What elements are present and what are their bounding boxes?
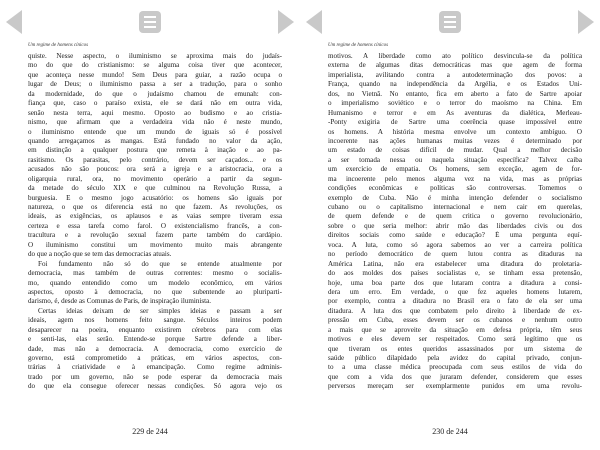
page-body-text xyxy=(28,52,282,392)
text-line: darismo, é, desde as Comunas de Paris, de inspiração iluminista. xyxy=(28,297,212,306)
text-line: -Ponty exigiria de Sartre uma coerência quase impossível entre xyxy=(328,118,582,127)
text-line: Humanismo e terror e em As aventuras da dialética, Merleau- xyxy=(328,108,582,117)
text-line: no período democrático de quem lutou contra as ditaduras na xyxy=(328,250,582,259)
page-number: 229 de 244 xyxy=(132,427,168,436)
text-line: lugar de Deus; o iluminismo passa a ser a tradução, para o sonho xyxy=(28,80,282,89)
text-line: a mais que se aproveite da situação em defesa própria, têm seus xyxy=(328,325,582,334)
text-line: governo, está comprometido a práticas, em vários aspectos, con- xyxy=(28,354,282,362)
text-line: certeza e essa tarefa como farol. O existencialismo francês, a con- xyxy=(28,221,282,230)
text-line: França, quando na independência da Argélia, e os Estados Uni- xyxy=(328,80,582,89)
text-line: exemplo de Cuba. Não é minha intenção defender o socialismo xyxy=(328,193,582,202)
text-line: mo, quando entendido como um modelo econômico, em vários xyxy=(28,278,282,287)
text-line: dera um erro. Em verdade, o que fez aqueles homens lutarem, xyxy=(328,287,582,296)
text-line: desaparecer na poeira, enquanto existirem cérebros para com elas xyxy=(28,325,282,334)
text-line: tracultura e a revolução sexual fazem parte também do cardápio. xyxy=(28,231,282,240)
text-line: um estado de coisas difícil de mudar. Qual a melhor decisão xyxy=(328,146,582,155)
text-line: do que ela consegue oferecer nessas condições. Só agora vejo os xyxy=(28,382,282,391)
text-line: burguesia. E o mesmo jogo acusatório: os homens são iguais por xyxy=(28,193,282,202)
text-line: a ser tomada nessa ou naquela situação específica? Talvez caiba xyxy=(328,155,582,164)
running-head: Um regime de homens cínicos xyxy=(28,43,89,48)
text-line: o iluminismo entende que um mundo de iguais só é possível xyxy=(28,127,282,136)
text-line: da metade do século XIX e que culminou na Revolução Russa, a xyxy=(28,184,282,193)
text-line: mo do que do cristianismo: se alguma coisa tiver que acontecer, xyxy=(28,61,282,70)
text-line: e senti-las, elas serão. Entende-se porque Sartre defende a liber- xyxy=(28,335,282,344)
text-line: de quem defende e de quem critica o governo revolucionário, xyxy=(328,212,582,221)
text-line: fiança que, caso o paraíso exista, ele se dará não em outra vida, xyxy=(28,99,282,108)
menu-button[interactable] xyxy=(439,11,461,33)
text-line: o imperialismo soviético e o terror do maoísmo na China. Em xyxy=(328,99,582,108)
text-line: que aconteça nesse mundo! Sem Deus para guiar, a razão ocupa o xyxy=(28,70,282,79)
text-line: saúde público dilapidado pela avidez do capital privado, conjun- xyxy=(328,354,582,362)
text-line: democracia, mas também de outras correntes: mesmo o socialis- xyxy=(28,269,282,278)
text-line: da modernidade, do que o judaísmo chamou de emunah: con- xyxy=(28,89,282,98)
right-page xyxy=(300,0,600,450)
text-line: incoerente nas ações humanas muitas vezes é determinado por xyxy=(328,136,582,145)
text-line: O iluminismo constitui um movimento muito mais abrangente xyxy=(28,240,282,249)
text-line: oligarquia rural, ora, no movimento operário a partir da segun- xyxy=(28,174,282,183)
text-line: América Latina, não era estabelecer uma ditadura do proletaria- xyxy=(328,259,582,268)
text-line: por exemplo, contra a ditadura no Brasil era o fato de ela ser uma xyxy=(328,297,582,306)
text-line: senão nesta terra, aqui mesmo. Oposto ao budismo e ao cristia- xyxy=(28,108,282,117)
text-line: rasitismo. Os parasitas, pelo contrário, devem ser caçados... e os xyxy=(28,155,282,164)
text-line: imperialista, avilitando contra a autodeterminação dos povos: a xyxy=(328,70,582,79)
text-line: trado por um governo, não se pode esperar da democracia mais xyxy=(28,372,282,381)
text-line: em distinção a qualquer postura que remeta à inação e ao pa- xyxy=(28,146,282,155)
text-line: que tiveram os entes queridos assassinados por um sistema de xyxy=(328,344,582,353)
text-line: condições econômicas e políticas são controversas. Tomemos o xyxy=(328,184,582,193)
hamburger-menu-icon xyxy=(444,16,456,28)
text-line: ditadura. A luta dos que combatem pelo direito à liberdade de ex- xyxy=(328,306,582,315)
running-head: Um regime de homens cínicos xyxy=(328,43,389,48)
next-page-arrow-icon[interactable] xyxy=(278,10,294,34)
text-line: ideais, agem nos homens feito sangue. Séculos inteiros podem xyxy=(28,316,282,325)
text-line: direitos sociais como saúde e educação? É uma pergunta equí- xyxy=(328,231,582,240)
text-line: quiste. Nesse aspecto, o iluminismo se aproxima mais do judaís- xyxy=(28,52,282,60)
text-line: do aos moldes dos países socialistas e, se tinham essa pretensão, xyxy=(328,269,582,278)
text-line: externa de algumas ditas democráticas mas que agem de forma xyxy=(328,61,582,70)
text-line: natureza, o que os diferencia está no que fazem. As revoluções, os xyxy=(28,203,282,211)
text-line: cubano ou o capitalismo internacional e nem cair em querelas, xyxy=(328,203,582,211)
hamburger-menu-icon xyxy=(144,16,156,28)
text-line: acusados não são poucos: ora será a igreja e a aristocracia, ora a xyxy=(28,165,282,174)
text-line: que com a vida dos que juraram defender, considerem que esses xyxy=(328,372,582,381)
page-body-text xyxy=(328,52,582,392)
text-line: do que a noção que se tem das democracias atuais. xyxy=(28,250,172,259)
menu-button[interactable] xyxy=(139,11,161,33)
text-line: perversos mereçam ser exemplarmente punidos em uma revolu- xyxy=(328,382,582,391)
text-line: Certas ideias deixam de ser simples ideias e passam a ser xyxy=(38,306,282,315)
text-line: os homens. A história mesma envolve um contexto ambíguo. O xyxy=(328,127,582,136)
text-line: Foi fundamento não só do que se entende atualmente por xyxy=(38,259,282,268)
text-line: to a uma classe médica preocupada com seus estilos de vida do xyxy=(328,363,582,372)
text-line: ideais, as exigências, os aplausos e as vaias sempre tiveram essa xyxy=(28,212,282,221)
text-line: quando arregaçamos as mangas. Está fundado no valor da ação, xyxy=(28,136,282,145)
text-line: pressão em Cuba, esses devem ser os cubanos e nenhum outro xyxy=(328,316,582,325)
text-line: trárias à criatividade e à emancipação. Como regime adminis- xyxy=(28,363,282,372)
page-number: 230 de 244 xyxy=(432,427,468,436)
text-line: nismo, que afirmam que a verdadeira vida não é neste mundo, xyxy=(28,118,282,127)
text-line: dos, no Vietnã. No entanto, fica em aberto a fato de Sartre apoiar xyxy=(328,89,582,98)
text-line: motivos e eles devem ser respeitados. Como será legítimo que os xyxy=(328,335,582,344)
text-line: voca. A luta, como só agora sabemos ao ver a carreira política xyxy=(328,240,582,249)
previous-page-arrow-icon[interactable] xyxy=(6,10,22,34)
next-page-arrow-icon[interactable] xyxy=(578,10,594,34)
text-line: um exercício de empatia. Os homens, sem exceção, agem de for- xyxy=(328,165,582,174)
text-line: ma incoerente pelo menos alguma vez na vida, mas as próprias xyxy=(328,174,582,183)
text-line: motivos. A liberdade como ato político desvincula-se da política xyxy=(328,52,582,60)
text-line: sobre o que seria melhor: abrir mão das liberdades civis ou dos xyxy=(328,221,582,230)
text-line: dade, mas não a democracia. A democracia, como exercício de xyxy=(28,344,282,353)
text-line: aspectos, oposto à democracia, no que subentende ao pluriparti- xyxy=(28,287,282,296)
previous-page-arrow-icon[interactable] xyxy=(306,10,322,34)
text-line: hoje, uma boa parte dos que lutaram contra a ditadura a consi- xyxy=(328,278,582,287)
